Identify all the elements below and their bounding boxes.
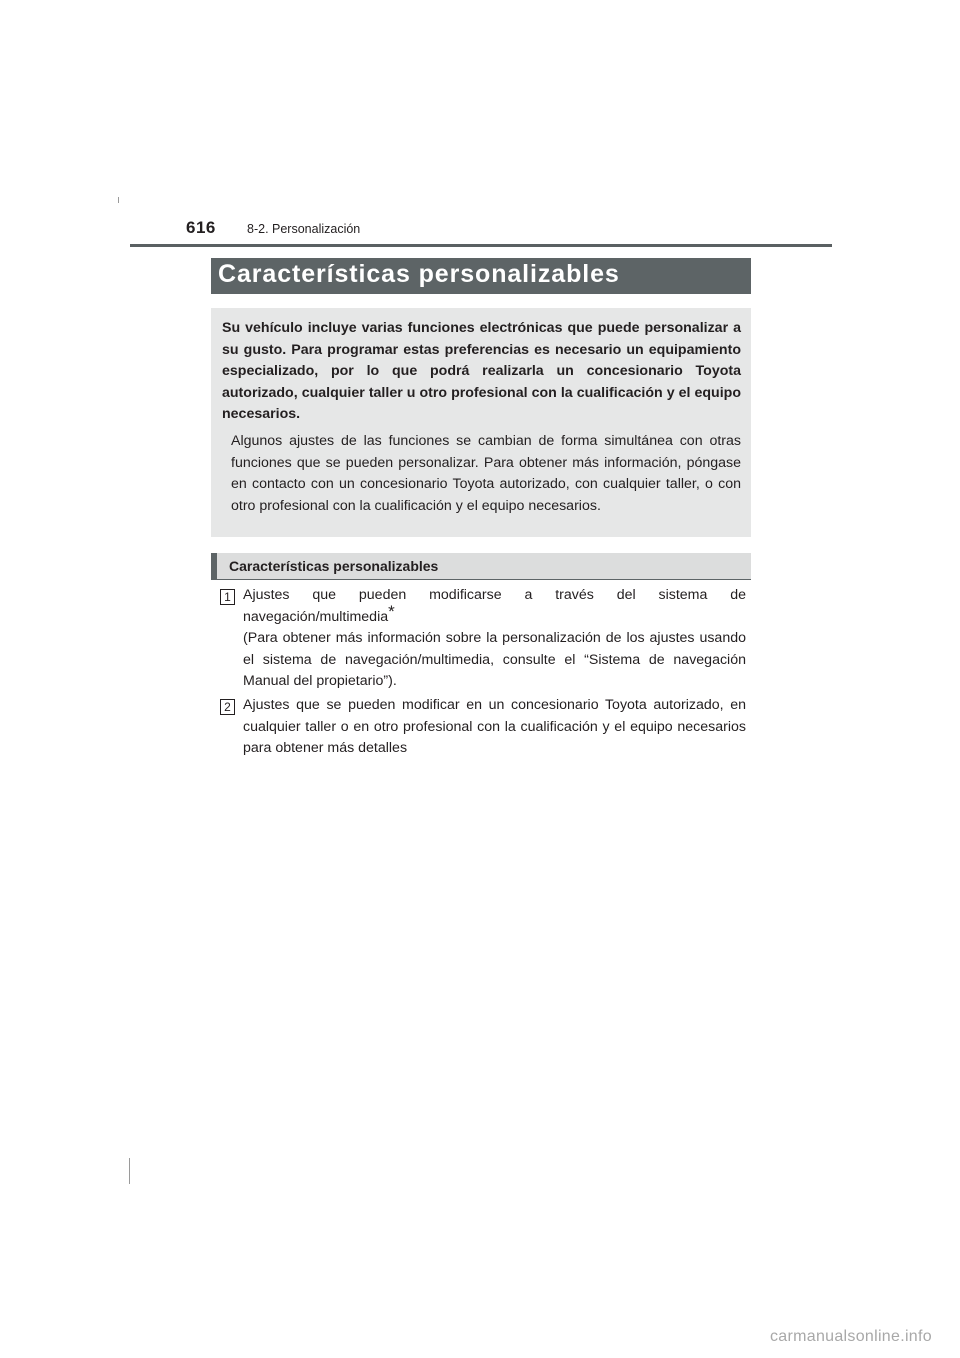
intro-note-text: Algunos ajustes de las funciones se cambian de forma simultánea con otras funciones que se pueden personalizar. Para obtener más información, póngase en contacto con un concesionario Toyota autorizado, con cualquier taller, o con otro profesional con la cualificación y el equipo necesarios.	[231, 432, 741, 514]
item-number-badge: 2	[220, 699, 235, 715]
item-1-detail: (Para obtener más información sobre la personalización de los ajustes usando el sistema de navegación/multimedia, consulte el “Sistema de navegación Manual del propietario”).	[243, 630, 746, 690]
page-number: 616	[186, 218, 216, 237]
subheading-band	[211, 553, 751, 579]
item-2-text: Ajustes que se pueden modificar en un concesionario Toyota autorizado, en cualquier taller o en otro profesional con la cualificación y el equipo necesarios para obtener más detalles	[243, 697, 746, 757]
crop-mark	[129, 1158, 130, 1184]
intro-box	[211, 308, 751, 537]
crop-mark	[118, 197, 119, 203]
header-rule	[130, 244, 832, 247]
page-title-band	[211, 258, 751, 294]
section-reference: 8-2. Personalización	[247, 222, 361, 236]
list-item-2	[243, 695, 746, 760]
list-item-1	[243, 585, 746, 693]
watermark: carmanualsonline.info	[770, 1328, 932, 1345]
intro-bold-text: Su vehículo incluye varias funciones electrónicas que puede personalizar a su gusto. Para programar estas preferencias es necesario un equipamiento especializado, por lo que podrá realizarla un concesionario Toyota autorizado, cualquier taller u otro profesional con la cualificación y el equipo necesarios.	[222, 320, 741, 423]
page-title: Características personalizables	[218, 260, 620, 288]
item-1-text: Ajustes que pueden modificarse a través del sistema de navegación/multimedia	[243, 587, 746, 625]
subheading-rule	[211, 579, 751, 580]
footnote-star: *	[388, 601, 395, 621]
item-number-badge: 1	[220, 589, 235, 605]
subheading: Características personalizables	[229, 558, 439, 574]
